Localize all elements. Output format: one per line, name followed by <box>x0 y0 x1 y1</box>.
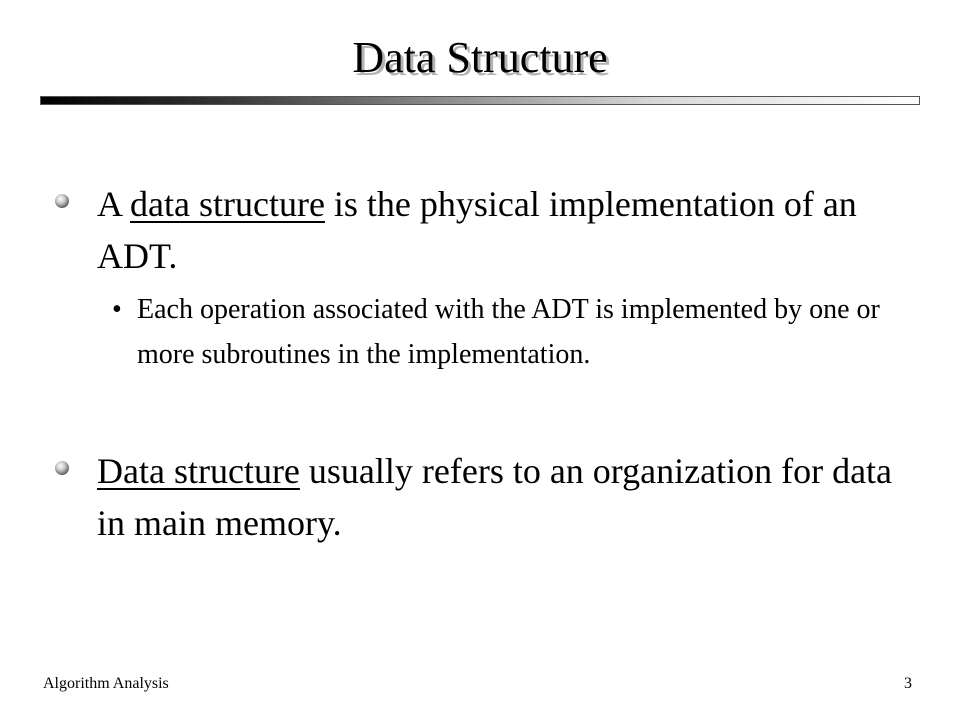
footer-page-number: 3 <box>904 675 912 692</box>
term-data-structure-2: Data structure <box>97 451 300 491</box>
bullet-marker-icon <box>55 461 69 475</box>
bullet-text-1 <box>97 178 917 282</box>
bullet-text-2-post: usually refers to an organization for data in main memory. <box>97 451 893 543</box>
sub-bullet-marker: • <box>112 294 122 325</box>
bullet-text-2 <box>97 445 917 549</box>
bullet-text-1-post: is the physical implementation of an ADT. <box>97 184 857 276</box>
bullet-text-1-pre: A <box>97 184 131 224</box>
sub-bullet-text-1: Each operation associated with the ADT is implemented by one or more subroutines in the implementation. <box>137 294 880 370</box>
footer-course-title: Algorithm Analysis <box>43 675 169 692</box>
term-data-structure: data structure <box>130 184 325 224</box>
slide-title: Data Structure <box>352 33 608 82</box>
bullet-marker-icon <box>55 194 69 208</box>
